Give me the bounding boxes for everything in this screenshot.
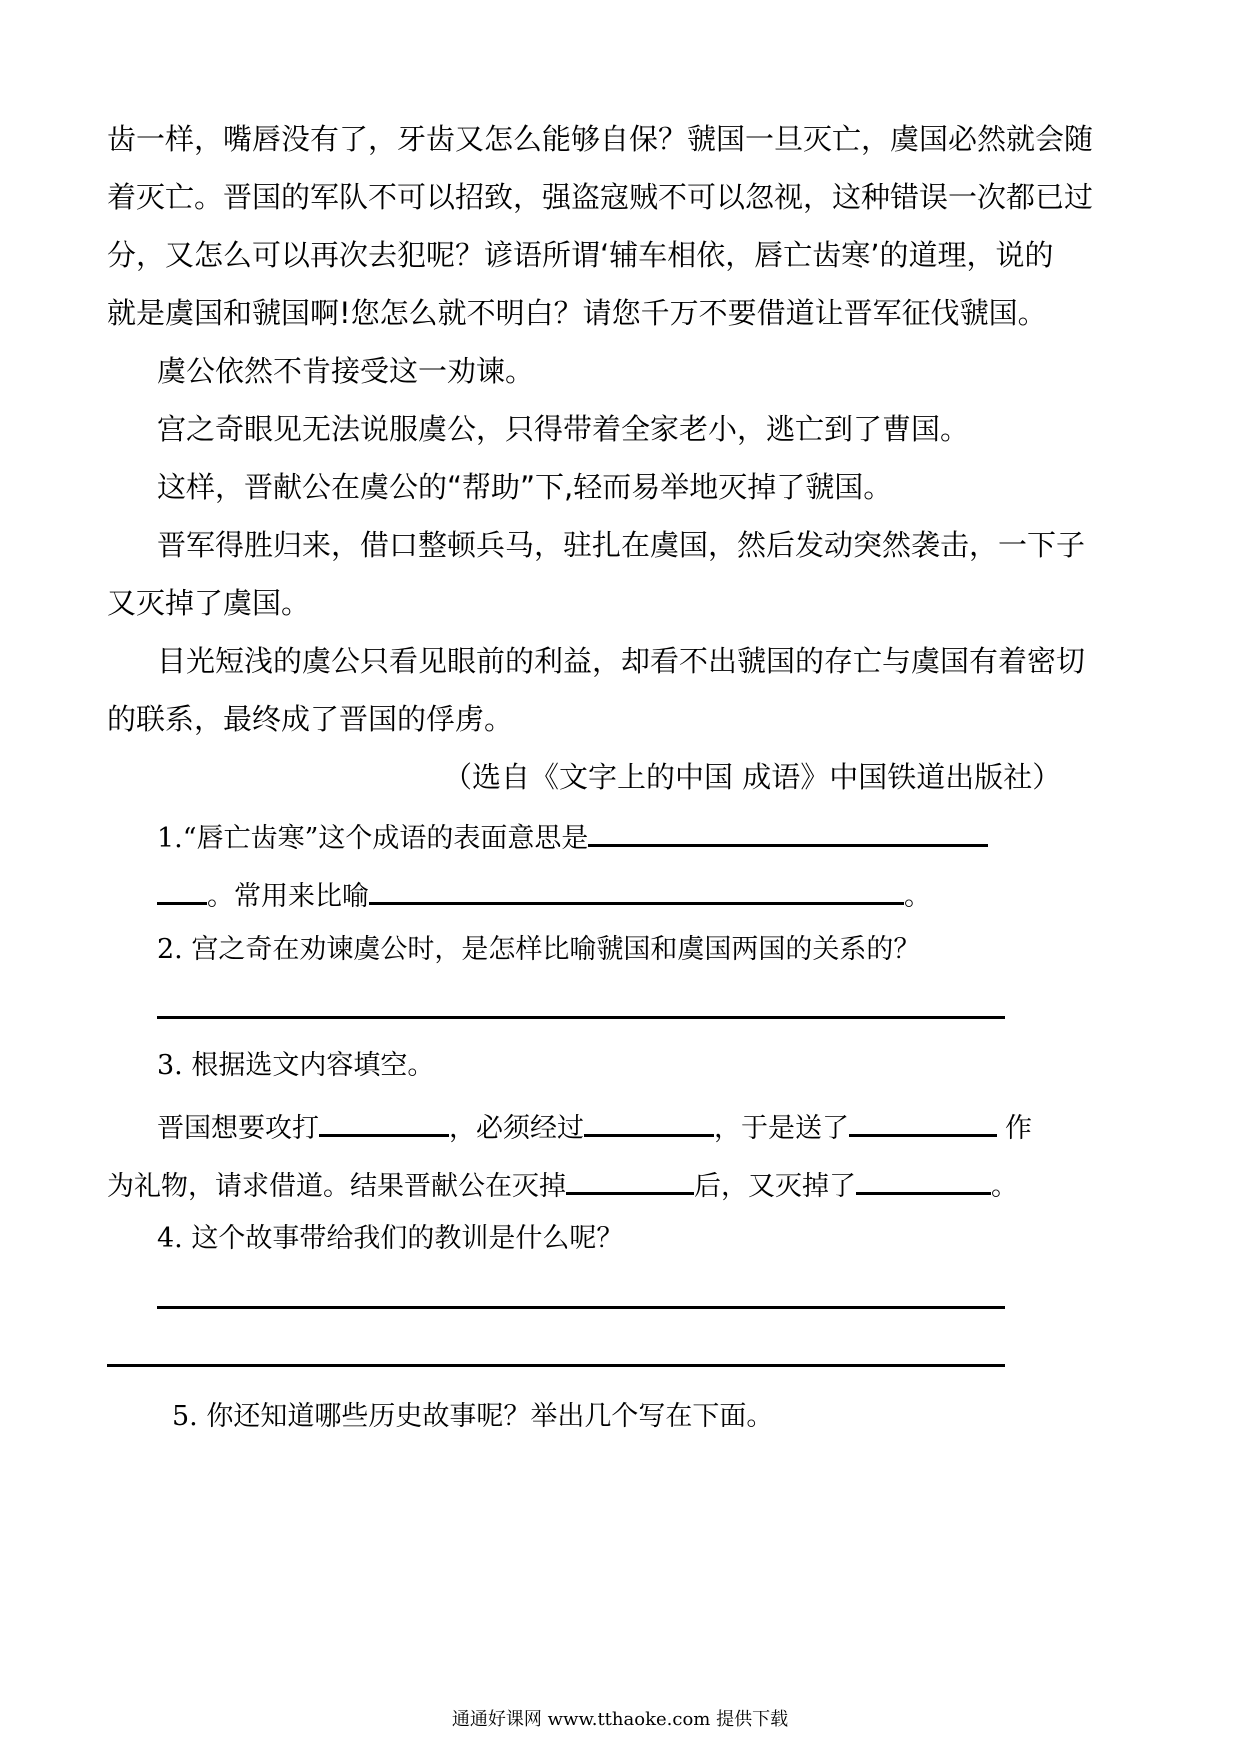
story-line: 的联系，最终成了晋国的俘虏。	[107, 702, 514, 736]
question-3-text-b: ，必须经过	[449, 1113, 584, 1144]
page-footer: 通通好课网 www.tthaoke.com 提供下载	[451, 1709, 789, 1730]
story-line: 宫之奇眼见无法说服虞公，只得带着全家老小，逃亡到了曹国。	[157, 412, 970, 446]
story-line: 就是虞国和虢国啊!您怎么就不明白？请您千万不要借道让晋军征伐虢国。	[107, 296, 1047, 330]
answer-line-q2[interactable]	[157, 1016, 1005, 1019]
question-3-text-a: 晋国想要攻打	[157, 1113, 319, 1144]
story-line: 又灭掉了虞国。	[107, 586, 311, 620]
question-3-text-e: 为礼物，请求借道。结果晋献公在灭掉	[107, 1171, 566, 1202]
answer-blank-q3-1[interactable]	[319, 1104, 449, 1137]
question-4-text: 4. 这个故事带给我们的教训是什么呢？	[157, 1223, 624, 1254]
question-3-text-f: 后，又灭掉了	[694, 1171, 856, 1202]
question-1-text-b: 。常用来比喻	[207, 881, 369, 912]
question-3-text-d: 作	[1005, 1113, 1032, 1144]
question-1-text: 1.“唇亡齿寒”这个成语的表面意思是	[157, 823, 589, 854]
story-line: 虞公依然不肯接受这一劝谏。	[157, 354, 535, 388]
question-1-line-2	[157, 872, 931, 917]
question-3-text: 3. 根据选文内容填空。	[157, 1050, 435, 1081]
question-1-line-1	[157, 814, 988, 859]
question-3-text-c: ，于是送了	[714, 1113, 849, 1144]
answer-line-q4-1[interactable]	[157, 1306, 1005, 1309]
story-line: 分，又怎么可以再次去犯呢？谚语所谓‘辅车相依，唇亡齿寒’的道理，说的	[107, 238, 1054, 272]
answer-blank-q1-metaphor[interactable]	[369, 872, 904, 905]
question-3-line-2	[107, 1162, 1018, 1207]
question-1-text-c: 。	[904, 881, 931, 912]
story-line: 着灭亡。晋国的军队不可以招致，强盗寇贼不可以忽视，这种错误一次都已过	[107, 180, 1094, 214]
answer-blank-q3-2[interactable]	[584, 1104, 714, 1137]
answer-blank-q1-meaning[interactable]	[588, 814, 988, 847]
answer-line-q4-2[interactable]	[107, 1364, 1005, 1367]
answer-blank-q1-meaning-cont[interactable]	[157, 872, 207, 905]
story-line: 目光短浅的虞公只看见眼前的利益，却看不出虢国的存亡与虞国有着密切	[157, 644, 1086, 678]
answer-blank-q3-5[interactable]	[856, 1162, 991, 1195]
answer-blank-q3-4[interactable]	[566, 1162, 694, 1195]
story-line: 这样，晋献公在虞公的“帮助”下,轻而易举地灭掉了虢国。	[157, 470, 893, 504]
question-5-text: 5. 你还知道哪些历史故事呢？举出几个写在下面。	[172, 1401, 774, 1432]
story-line: 齿一样，嘴唇没有了，牙齿又怎么能够自保？虢国一旦灭亡，虞国必然就会随	[107, 122, 1094, 156]
question-3-line-1	[157, 1104, 1032, 1149]
question-2-text: 2. 宫之奇在劝谏虞公时，是怎样比喻虢国和虞国两国的关系的？	[157, 934, 921, 965]
story-line: 晋军得胜归来，借口整顿兵马，驻扎在虞国，然后发动突然袭击，一下子	[157, 528, 1086, 562]
answer-blank-q3-3[interactable]	[849, 1104, 997, 1137]
question-3-text-g: 。	[991, 1171, 1018, 1202]
source-citation: （选自《文字上的中国 成语》中国铁道出版社）	[443, 760, 1062, 794]
